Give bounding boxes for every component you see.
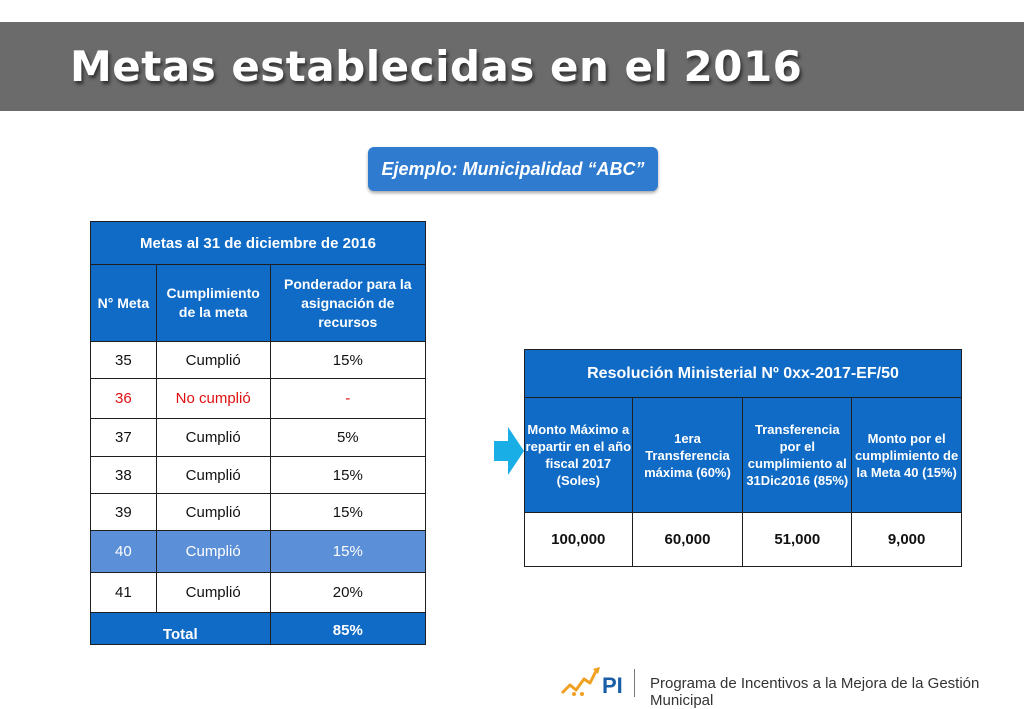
meta-status: Cumplió: [156, 342, 270, 379]
meta-status: Cumplió: [156, 457, 270, 494]
table-row: [91, 494, 426, 531]
meta-number: 39: [91, 494, 157, 531]
meta-number: 36: [91, 379, 157, 419]
table-row: [91, 419, 426, 457]
meta-number: 38: [91, 457, 157, 494]
meta-number: 35: [91, 342, 157, 379]
value-max-amount: 100,000: [525, 513, 633, 567]
header-meta-number: N° Meta: [91, 265, 157, 342]
meta-number: 40: [91, 531, 157, 573]
value-meta40-amount: 9,000: [852, 513, 962, 567]
meta-number: 41: [91, 573, 157, 613]
meta-status: Cumplió: [156, 419, 270, 457]
program-name: Programa de Incentivos a la Mejora de la Gestión Municipal: [650, 675, 980, 709]
meta-weight: 5%: [270, 419, 425, 457]
meta-weight: 20%: [270, 573, 425, 613]
table-row: [91, 379, 426, 419]
header-weight: Ponderador para la asignación de recursos: [270, 265, 425, 342]
meta-weight: 15%: [270, 342, 425, 379]
example-label: Ejemplo: Municipalidad “ABC”: [368, 147, 658, 191]
header-max-amount: Monto Máximo a repartir en el año fiscal 2017 (Soles): [525, 398, 633, 513]
meta-weight: 15%: [270, 457, 425, 494]
meta-weight: -: [270, 379, 425, 419]
header-compliance: Cumplimiento de la meta: [156, 265, 270, 342]
pi-logo-icon: [560, 665, 632, 699]
total-row: [91, 613, 426, 645]
meta-status: No cumplió: [156, 379, 270, 419]
meta-status: Cumplió: [156, 573, 270, 613]
header-compliance-transfer: Transferencia por el cumplimiento al 31Dic2016 (85%): [743, 398, 852, 513]
meta-status: Cumplió: [156, 531, 270, 573]
table-row-highlighted: [91, 531, 426, 573]
goals-table: [90, 221, 426, 645]
value-compliance-transfer: 51,000: [743, 513, 852, 567]
meta-status: Cumplió: [156, 494, 270, 531]
total-label: Total: [91, 613, 271, 645]
value-first-transfer: 60,000: [632, 513, 743, 567]
footer-divider: [634, 669, 635, 697]
meta-weight: 15%: [270, 494, 425, 531]
meta-weight: 15%: [270, 531, 425, 573]
header-meta40-amount: Monto por el cumplimiento de la Meta 40 (15%): [852, 398, 962, 513]
table-row: [91, 342, 426, 379]
total-value: 85%: [270, 613, 425, 645]
slide-title: Metas establecidas en el 2016: [70, 42, 803, 91]
table-row: [91, 573, 426, 613]
logo-text: PI: [602, 673, 623, 698]
header-first-transfer: 1era Transferencia máxima (60%): [632, 398, 743, 513]
resolution-table-title: Resolución Ministerial Nº 0xx-2017-EF/50: [525, 350, 962, 398]
meta-number: 37: [91, 419, 157, 457]
goals-table-title: Metas al 31 de diciembre de 2016: [91, 222, 426, 265]
resolution-table: [524, 349, 962, 567]
table-row: [91, 457, 426, 494]
table-row: [525, 513, 962, 567]
arrow-right-icon: [494, 427, 524, 475]
